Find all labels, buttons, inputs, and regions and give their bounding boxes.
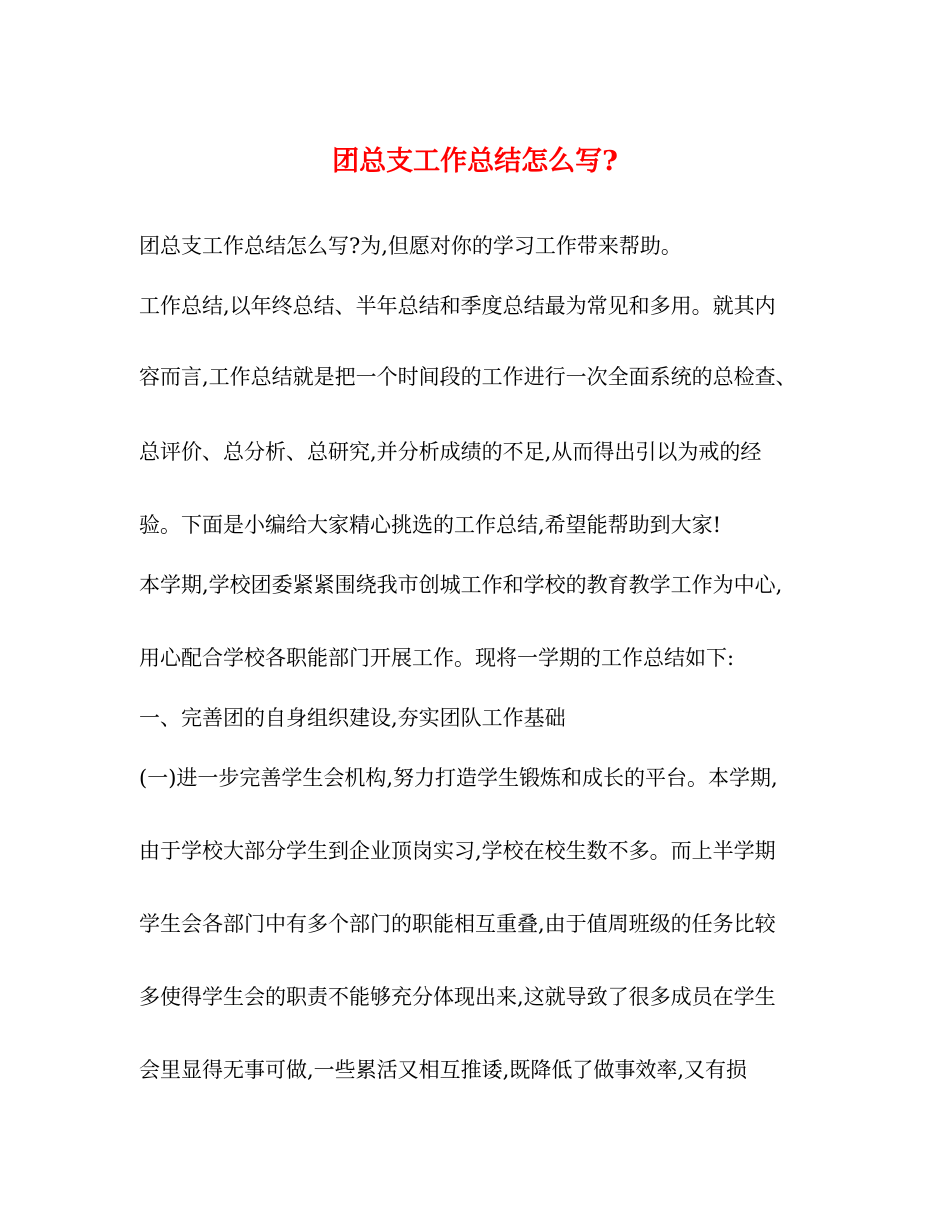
- paragraph-line: 会里显得无事可做,一些累活又相互推诿,既降低了做事效率,又有损: [139, 1058, 748, 1082]
- paragraph-line: 总评价、总分析、总研究,并分析成绩的不足,从而得出引以为戒的经: [139, 440, 762, 464]
- paragraph-line: 由于学校大部分学生到企业顶岗实习,学校在校生数不多。而上半学期: [139, 839, 776, 863]
- paragraph-line: 学生会各部门中有多个部门的职能相互重叠,由于值周班级的任务比较: [139, 912, 776, 936]
- paragraph-line: 用心配合学校各职能部门开展工作。现将一学期的工作总结如下:: [139, 646, 735, 670]
- section-heading: 一、完善团的自身组织建设,夯实团队工作基础: [139, 706, 566, 730]
- paragraph-line: 多使得学生会的职责不能够充分体现出来,这就导致了很多成员在学生: [139, 985, 776, 1009]
- document-title: 团总支工作总结怎么写?: [332, 146, 618, 177]
- paragraph-line: 团总支工作总结怎么写?为,但愿对你的学习工作带来帮助。: [139, 234, 682, 258]
- paragraph-line: 本学期,学校团委紧紧围绕我市创城工作和学校的教育教学工作为中心,: [139, 573, 783, 597]
- paragraph-line: (一)进一步完善学生会机构,努力打造学生锻炼和成长的平台。本学期,: [139, 766, 778, 790]
- paragraph-line: 容而言,工作总结就是把一个时间段的工作进行一次全面系统的总检查、: [139, 365, 797, 389]
- paragraph-line: 验。下面是小编给大家精心挑选的工作总结,希望能帮助到大家!: [139, 513, 722, 537]
- paragraph-line: 工作总结,以年终总结、半年总结和季度总结最为常见和多用。就其内: [139, 294, 776, 318]
